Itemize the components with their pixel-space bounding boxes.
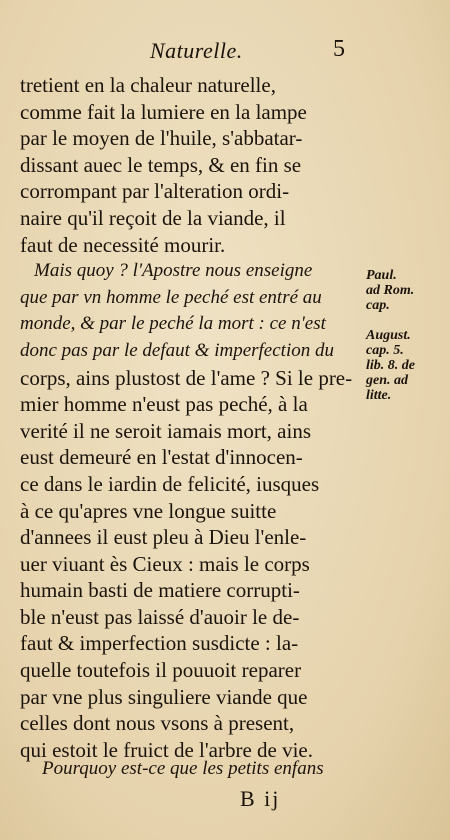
text-line: d'annees il eust pleu à Dieu l'enle-	[20, 525, 307, 550]
margin-notes	[366, 268, 448, 403]
text-line: donc pas par le defaut & imperfection du	[20, 339, 334, 361]
running-head: Naturelle.	[150, 38, 243, 63]
margin-note: Paul.	[366, 268, 397, 283]
text-line: dissant auec le temps, & en fin se	[20, 152, 302, 177]
page-header	[0, 38, 450, 68]
body-text	[20, 72, 365, 763]
text-line: monde, & par le peché la mort : ce n'est	[20, 313, 326, 335]
text-line: par le moyen de l'huile, s'abbatar-	[20, 126, 303, 151]
text-line: naire qu'il reçoit de la viande, il	[20, 205, 286, 230]
text-line: comme fait la lumiere en la lampe	[20, 99, 307, 124]
margin-note: ad Rom.	[366, 283, 415, 298]
text-line: que par vn homme le peché est entré au	[20, 286, 322, 308]
text-line: par vne plus singuliere viande que	[20, 684, 308, 709]
text-line: uer viuant ès Cieux : mais le corps	[20, 551, 310, 576]
text-line: mier homme n'eust pas peché, à la	[20, 392, 308, 417]
text-line: qui estoit le fruict de l'arbre de vie.	[20, 737, 314, 762]
catchword: Pourquoy est-ce que les petits enfans	[42, 758, 324, 779]
text-line: ble n'eust pas laissé d'auoir le de-	[20, 604, 300, 629]
text-line: faut & imperfection susdicte : la-	[20, 631, 299, 656]
text-line: verité il ne seroit iamais mort, ains	[20, 418, 312, 443]
margin-note	[366, 313, 448, 328]
margin-note: gen. ad	[366, 373, 408, 388]
margin-note: litte.	[366, 388, 392, 403]
margin-note: lib. 8. de	[366, 358, 415, 373]
text-line: corrompant par l'alteration ordi-	[20, 179, 290, 204]
text-line: corps, ains plustost de l'ame ? Si le pre-	[20, 365, 353, 390]
text-line: faut de necessité mourir.	[20, 232, 226, 257]
page-footer	[0, 758, 450, 818]
text-line: Mais quoy ? l'Apostre nous enseigne	[34, 260, 313, 282]
signature-mark: B ij	[240, 786, 281, 811]
text-line: eust demeuré en l'estat d'innocen-	[20, 445, 303, 470]
margin-note: cap. 5.	[366, 343, 404, 358]
margin-note: August.	[366, 328, 411, 343]
page-number: 5	[333, 36, 345, 62]
text-line: ce dans le iardin de felicité, iusques	[20, 471, 320, 496]
text-line: celles dont nous vsons à present,	[20, 711, 295, 736]
text-line: quelle toutefois il pouuoit reparer	[20, 658, 302, 683]
text-line: à ce qu'apres vne longue suitte	[20, 498, 277, 523]
text-line: humain basti de matiere corrupti-	[20, 578, 300, 603]
text-line: tretient en la chaleur naturelle,	[20, 73, 276, 97]
margin-note: cap.	[366, 298, 390, 313]
